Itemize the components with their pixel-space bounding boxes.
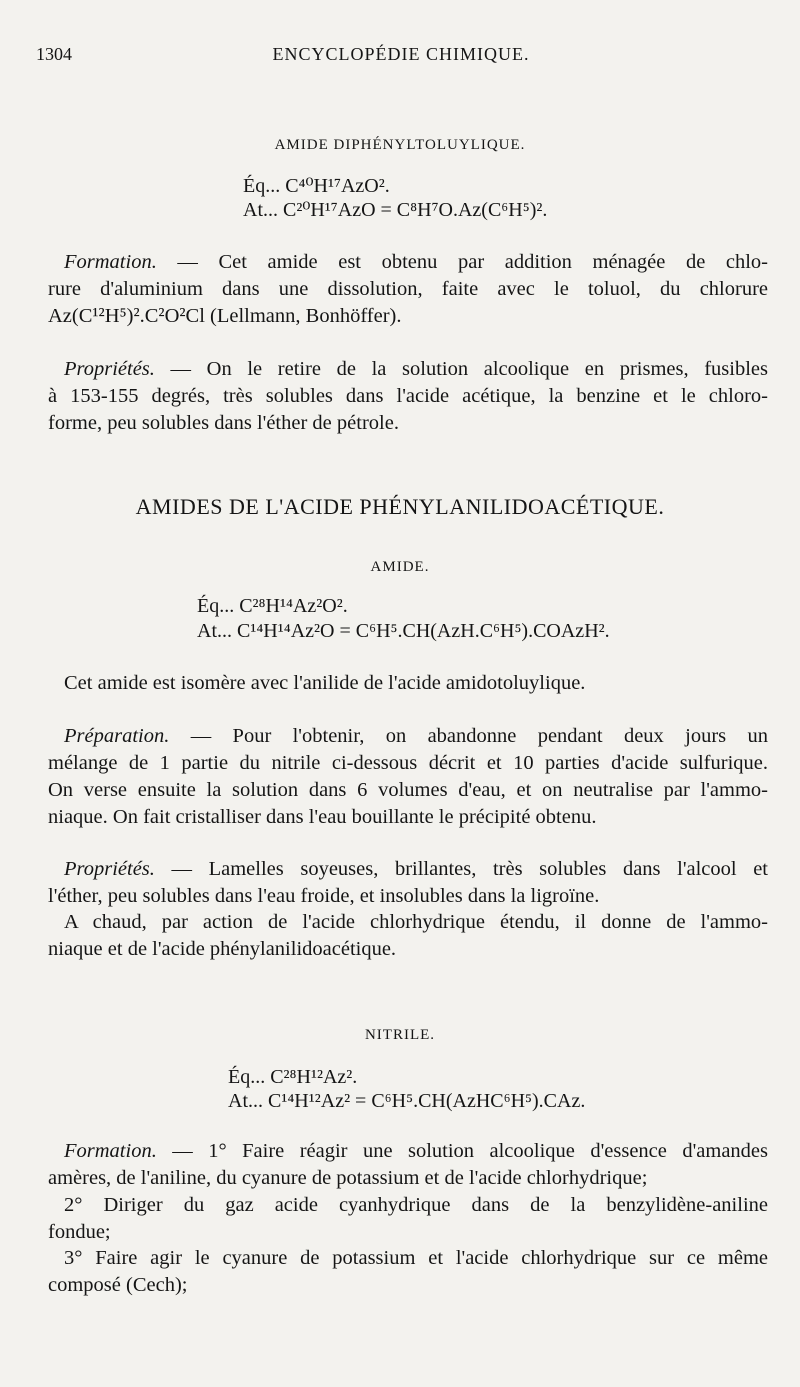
text-line: Propriétés. — On le retire de la solution alcoolique en prismes, fusibles (64, 358, 768, 380)
running-title: ENCYCLOPÉDIE CHIMIQUE. (272, 44, 530, 64)
text-line: Préparation. — Pour l'obtenir, on abandonne pendant deux jours un (64, 725, 768, 747)
text-line: à 153-155 degrés, très solubles dans l'acide acétique, la benzine et le chloro- (48, 385, 768, 407)
text-line: mélange de 1 partie du nitrile ci-dessous décrit et 10 parties d'acide sulfurique. (48, 752, 768, 774)
text-line: niaque. On fait cristalliser dans l'eau bouillante le précipité obtenu. (48, 806, 597, 828)
paragraph-term: Formation. (64, 1140, 157, 1162)
formula-eq-value: C²⁸H¹⁴Az²O². (239, 595, 348, 617)
formula-at-1 (243, 197, 547, 222)
formula-eq-value: C⁴⁰H¹⁷AzO². (285, 175, 390, 197)
text-line: niaque et de l'acide phénylanilidoacétique. (48, 938, 397, 960)
text-line: A chaud, par action de l'acide chlorhydrique étendu, il donne de l'ammo- (64, 911, 768, 933)
subheading-nitrile: NITRILE. (364, 1027, 436, 1043)
formula-eq-label: Éq... (243, 175, 281, 197)
formula-at-value: C¹⁴H¹⁴Az²O = C⁶H⁵.CH(AzH.C⁶H⁵).COAzH². (237, 620, 610, 642)
formula-eq-label: Éq... (197, 595, 235, 617)
paragraph-proprietes-2 (48, 856, 768, 910)
formula-eq-value: C²⁸H¹²Az². (270, 1066, 358, 1088)
text-line: rure d'aluminium dans une dissolution, faite avec le toluol, du chlorure (48, 278, 768, 300)
paragraph-term: Propriétés. (64, 858, 155, 880)
running-header (36, 44, 766, 70)
paragraph-proprietes-1 (48, 356, 768, 437)
formula-at-label: At... (243, 199, 278, 221)
section-heading-phenylanilidoacetique: AMIDES DE L'ACIDE PHÉNYLANILIDOACÉTIQUE. (135, 494, 665, 519)
formula-at-2 (197, 620, 610, 643)
paragraph-formation-nitrile (48, 1138, 768, 1192)
page-number: 1304 (36, 44, 72, 64)
formula-eq-2 (197, 595, 348, 618)
text-line: Formation. — 1° Faire réagir une solution alcoolique d'essence d'amandes (64, 1140, 768, 1162)
text-line: Formation. — Cet amide est obtenu par addition ménagée de chlo- (64, 251, 768, 273)
formula-at-3 (228, 1090, 585, 1113)
paragraph-formation-1 (48, 249, 768, 330)
paragraph-method-3 (48, 1245, 768, 1299)
paragraph-method-2 (48, 1192, 768, 1246)
paragraph-term: Formation. (64, 251, 157, 273)
text-line: forme, peu solubles dans l'éther de pétrole. (48, 412, 399, 434)
text-line: Propriétés. — Lamelles soyeuses, brillantes, très solubles dans l'alcool et (64, 858, 768, 880)
paragraph-term: Préparation. (64, 725, 170, 747)
text-line: 2° Diriger du gaz acide cyanhydrique dans de la benzylidène-aniline (64, 1194, 768, 1216)
text-line: 3° Faire agir le cyanure de potassium et l'acide chlorhydrique sur ce même (64, 1247, 768, 1269)
section-title-diphenyltoluylique: AMIDE DIPHÉNYLTOLUYLIQUE. (274, 137, 526, 153)
formula-eq-label: Éq... (228, 1066, 266, 1088)
formula-eq-1 (243, 173, 390, 198)
text-line: fondue; (48, 1221, 111, 1243)
formula-at-value: C¹⁴H¹²Az² = C⁶H⁵.CH(AzHC⁶H⁵).CAz. (268, 1090, 586, 1112)
paragraph-term: Propriétés. (64, 358, 155, 380)
text-line: On verse ensuite la solution dans 6 volumes d'eau, et on neutralise par l'ammo- (48, 779, 768, 801)
text-line: Az(C¹²H⁵)².C²O²Cl (Lellmann, Bonhöffer). (48, 305, 402, 327)
text-line: composé (Cech); (48, 1274, 188, 1296)
formula-at-value: C²⁰H¹⁷AzO = C⁸H⁷O.Az(C⁶H⁵)². (283, 199, 548, 221)
paragraph-isomer (48, 670, 768, 697)
text-line: amères, de l'aniline, du cyanure de potassium et de l'acide chlorhydrique; (48, 1167, 648, 1189)
text-line: l'éther, peu solubles dans l'eau froide, et insolubles dans la ligroïne. (48, 885, 600, 907)
formula-at-label: At... (197, 620, 232, 642)
paragraph-a-chaud (48, 909, 768, 963)
formula-eq-3 (228, 1066, 357, 1089)
subheading-amide: AMIDE. (370, 559, 430, 575)
paragraph-preparation (48, 723, 768, 831)
text-line: Cet amide est isomère avec l'anilide de l'acide amidotoluylique. (64, 672, 586, 694)
formula-at-label: At... (228, 1090, 263, 1112)
